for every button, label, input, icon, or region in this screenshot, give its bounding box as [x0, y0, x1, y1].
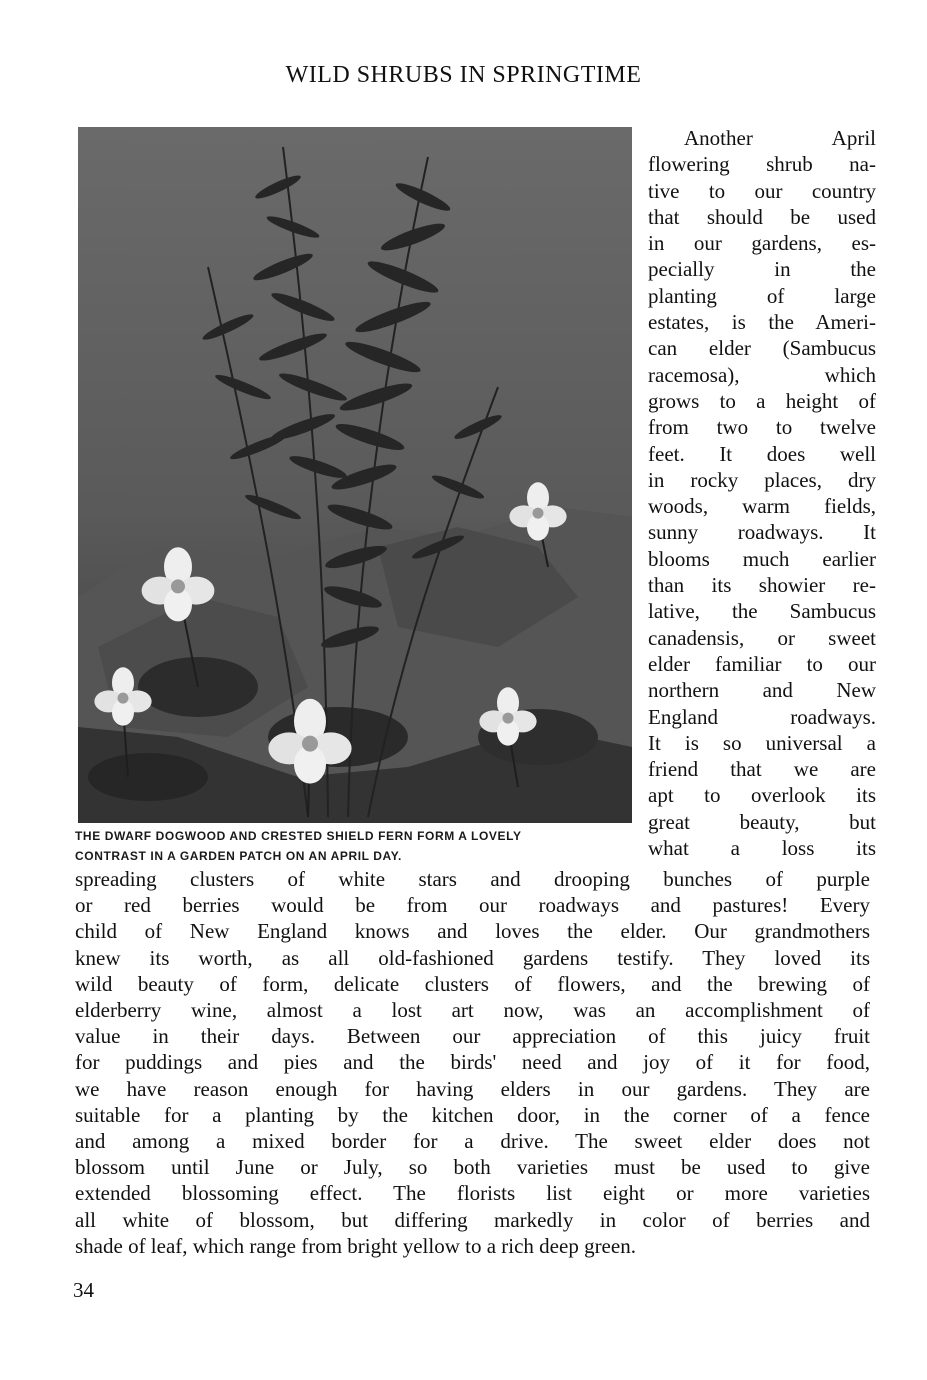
text-line: woods, warm fields, [648, 494, 876, 519]
text-line: child of New England knows and loves the elder. Our grandmothers [75, 919, 870, 944]
text-line: elderberry wine, almost a lost art now, was an accomplishment of [75, 998, 870, 1023]
text-line: value in their days. Between our appreciation of this juicy fruit [75, 1024, 870, 1049]
text-line: from two to twelve [648, 415, 876, 440]
text-line: in rocky places, dry [648, 467, 876, 492]
text-line: suitable for a planting by the kitchen door, in the corner of a fence [75, 1102, 870, 1127]
text-line: It is so universal a [648, 730, 876, 755]
text-line: racemosa), which [648, 362, 876, 387]
text-line: lative, the Sambucus [648, 599, 876, 624]
text-line: estates, is the Ameri- [648, 310, 876, 335]
text-line: in our gardens, es- [648, 231, 876, 256]
text-line: than its showier re- [648, 573, 876, 598]
text-line: for puddings and pies and the birds' need and joy of it for food, [75, 1050, 870, 1075]
text-line: Another April [684, 126, 876, 150]
text-line: flowering shrub na- [648, 152, 876, 177]
text-line: northern and New [648, 678, 876, 703]
text-line: can elder (Sambucus [648, 336, 876, 361]
text-line: blossom until June or July, so both varieties must be used to give [75, 1155, 870, 1180]
text-line: spreading clusters of white stars and drooping bunches of purple [75, 867, 870, 891]
page-number: 34 [73, 1278, 94, 1302]
text-line: grows to a height of [648, 388, 876, 413]
text-line: planting of large [648, 283, 876, 308]
text-line: friend that we are [648, 757, 876, 782]
caption-line: CONTRAST IN A GARDEN PATCH ON AN APRIL DAY. [75, 849, 402, 863]
text-line: what a loss its [648, 836, 876, 861]
text-line: tive to our country [648, 178, 876, 203]
text-line: extended blossoming effect. The florists list eight or more varieties [75, 1181, 870, 1206]
side-column-text [648, 125, 876, 861]
text-line: England roadways. [648, 704, 876, 729]
text-line: shade of leaf, which range from bright yellow to a rich deep green. [75, 1233, 636, 1258]
text-line: canadensis, or sweet [648, 625, 876, 650]
text-line: wild beauty of form, delicate clusters of flowers, and the brewing of [75, 971, 870, 996]
text-line: knew its worth, as all old-fashioned gardens testify. They loved its [75, 945, 870, 970]
page-title: WILD SHRUBS IN SPRINGTIME [285, 62, 642, 88]
text-line: great beauty, but [648, 809, 876, 834]
caption-line: THE DWARF DOGWOOD AND CRESTED SHIELD FERN FORM A LOVELY [75, 829, 522, 843]
figure-caption [75, 826, 635, 866]
text-line: all white of blossom, but differing markedly in color of berries and [75, 1207, 870, 1232]
text-line: sunny roadways. It [648, 520, 876, 545]
text-line: elder familiar to our [648, 651, 876, 676]
text-line: blooms much earlier [648, 546, 876, 571]
body-text [75, 866, 870, 1259]
text-line: or red berries would be from our roadways and pastures! Every [75, 893, 870, 918]
text-line: apt to overlook its [648, 783, 876, 808]
text-line: pecially in the [648, 257, 876, 282]
text-line: that should be used [648, 204, 876, 229]
fern-dogwood-photo [78, 127, 632, 823]
text-line: and among a mixed border for a drive. The sweet elder does not [75, 1129, 870, 1154]
text-line: we have reason enough for having elders in our gardens. They are [75, 1076, 870, 1101]
text-line: feet. It does well [648, 441, 876, 466]
